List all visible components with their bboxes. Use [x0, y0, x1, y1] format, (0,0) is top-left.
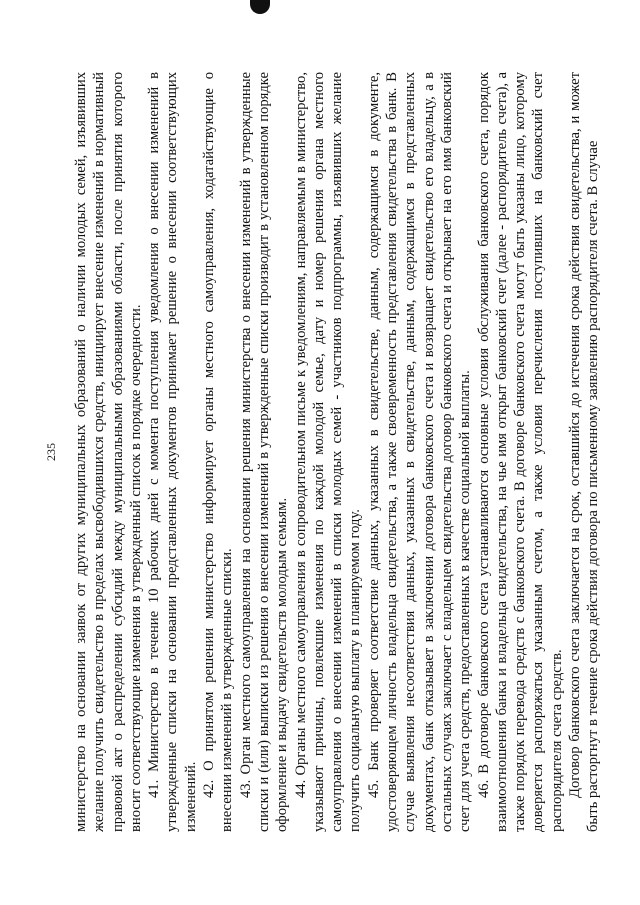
body-text	[72, 72, 603, 832]
rotated-page-content	[40, 72, 600, 832]
paragraph: 43. Орган местного самоуправления на основании решения министерства о внесении изменений в утвержденные списки и (или) выписки из решения о внесении изменений в утвержденные списки производит в установленном порядке оформление и выдачу свидетельств молодым семьям.	[237, 72, 291, 832]
binding-mark	[250, 0, 270, 14]
paragraph: министерство на основании заявок от других муниципальных образований о наличии молодых семей, изъявивших желание получить свидетельство в пределах высвободившихся средств, инициирует внесение изменений в нормативный правовой акт о распределении субсидий между муниципальными образованиями области, после принятия которого вносит соответствующие изменения в утвержденный список в порядке очередности.	[73, 72, 144, 832]
paragraph: 41. Министерство в течение 10 рабочих дней с момента поступления уведомления о внесении изменений в утвержденные списки на основании представленных документов принимает решение о внесении соответствующих изменений.	[146, 72, 199, 832]
paragraph: 42. О принятом решении министерство информирует органы местного самоуправления, ходатайствующие о внесении изменений в утвержденные списки.	[201, 72, 236, 832]
paragraph: 46. В договоре банковского счета устанавливаются основные условия обслуживания банковского счета, порядок взаимоотношения банка и владельца свидетельства, на чье имя открыт банковский счет (далее - распорядитель счета), а также порядок перевода средств с банковского счета. В договоре банковского счета могут быть указаны лицо, которому доверяется распоряжаться указанным счетом, а также условия перечисления поступивших на банковский счет распорядителя счета средств.	[475, 72, 565, 832]
paragraph: 44. Органы местного самоуправления в сопроводительном письме к уведомлениям, направляемым в министерство, указывают причины, повлекшие изменения по каждой молодой семье, дату и номер решения органа местного самоуправления о внесении изменений в списки молодых семей - участников подпрограммы, изъявивших желание получить социальную выплату в планируемом году.	[292, 72, 364, 832]
paragraph: 45. Банк проверяет соответствие данных, указанных в свидетельстве, данным, содержащимся в документе, удостоверяющем личность владельца свидетельства, а также своевременность представления свидетельства в банк. В случае выявления несоответствия данных, указанных в свидетельстве, данным, содержащимся в представленных документах, банк отказывает в заключении договора банковского счета и возвращает свидетельство его владельцу, а в остальных случаях заключает с владельцем свидетельства договор банковского счета и открывает на его имя банковский счет для учета средств, предоставленных в качестве социальной выплаты.	[365, 72, 474, 832]
paragraph: Договор банковского счета заключается на срок, оставшийся до истечения срока действия свидетельства, и может быть расторгнут в течение срока действия договора по письменному заявлению распорядителя счета. В случае	[567, 72, 602, 832]
page-number: 235	[44, 443, 58, 461]
